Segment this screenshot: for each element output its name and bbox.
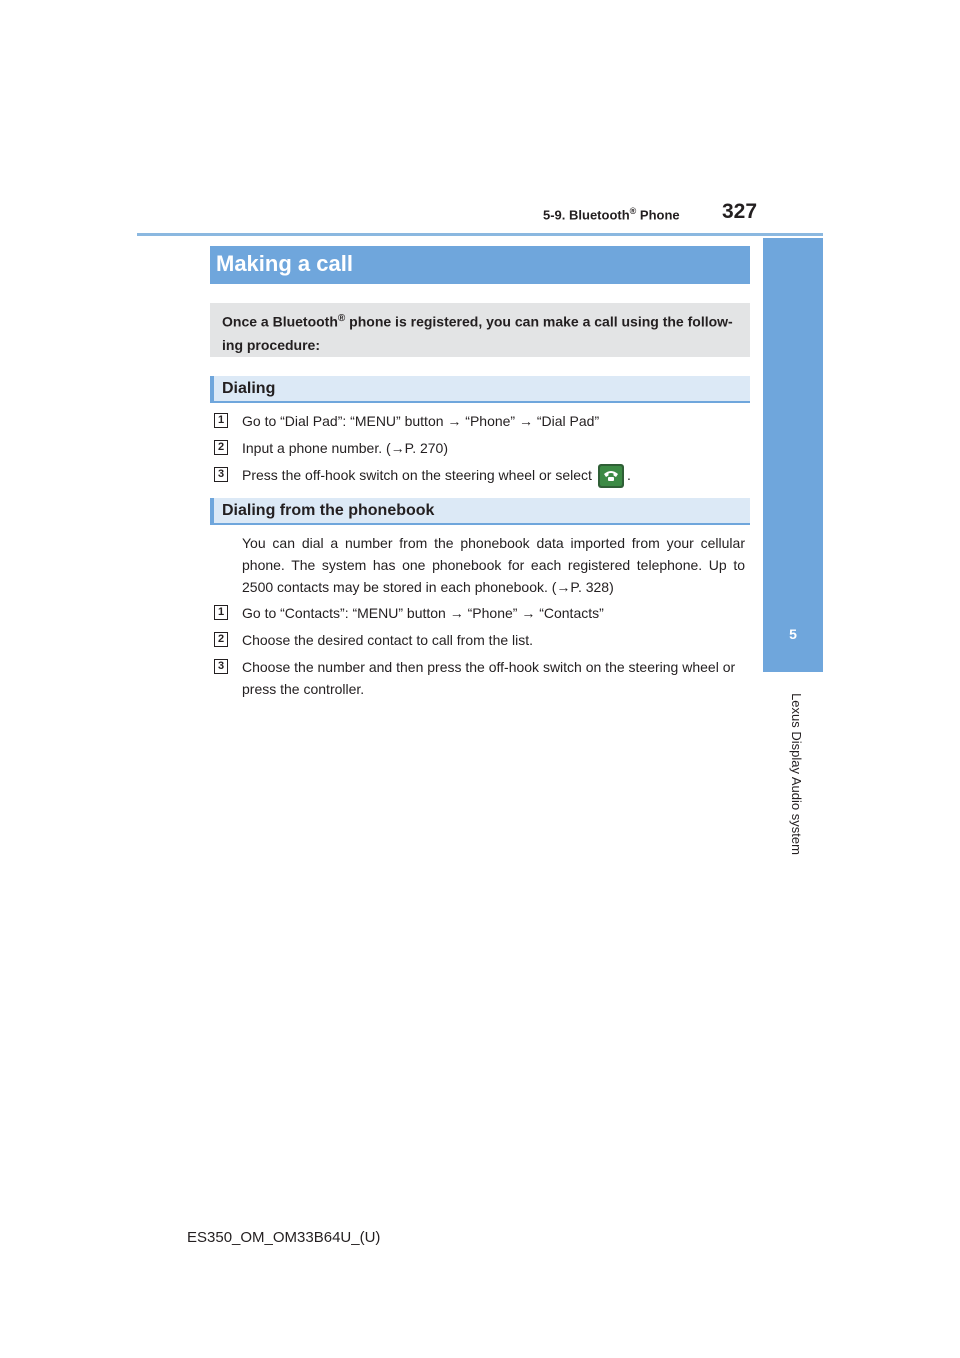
title-bar: [210, 246, 750, 284]
intro-prefix: Once a Bluetooth: [222, 313, 338, 330]
step-number: 1: [214, 413, 228, 428]
header-divider: [137, 233, 823, 236]
step-number: 3: [214, 659, 228, 674]
step-item: [214, 464, 754, 488]
step-number: 2: [214, 632, 228, 647]
running-header: [543, 206, 686, 222]
step-item: [214, 410, 754, 432]
step-text-main: Press the off-hook switch on the steering wheel or select: [242, 467, 592, 483]
page-title: Making a call: [216, 251, 353, 276]
page-number: 327: [722, 200, 758, 223]
step-item: [214, 656, 754, 700]
section-prefix: 5-9. Bluetooth: [543, 207, 630, 223]
phonebook-steps: [214, 602, 754, 700]
step-number: 2: [214, 440, 228, 455]
step-item: [214, 437, 754, 459]
step-text: [242, 464, 754, 488]
step-text: Go to “Dial Pad”: “MENU” button → “Phone” → “Dial Pad”: [242, 413, 600, 429]
dialing-heading: [210, 376, 750, 403]
step-number: 3: [214, 467, 228, 482]
intro-box: [210, 303, 750, 357]
chapter-number: 5: [789, 626, 797, 642]
intro-text: [222, 307, 746, 357]
dialing-steps: [214, 410, 754, 488]
phonebook-heading-text: Dialing from the phonebook: [222, 502, 435, 519]
phone-offhook-icon: [598, 464, 624, 488]
chapter-label: Lexus Display Audio system: [789, 693, 804, 855]
step-item: [214, 629, 754, 651]
registered-mark: ®: [629, 206, 637, 216]
step-text: Input a phone number. (→P. 270): [242, 440, 448, 456]
dialing-heading-text: Dialing: [222, 380, 276, 397]
step-text: Choose the number and then press the off-hook switch on the steering wheel or press the controller.: [242, 659, 736, 697]
section-suffix: Phone: [636, 207, 680, 223]
step-text-end: .: [626, 467, 631, 483]
chapter-tab: [763, 238, 823, 672]
phonebook-description: You can dial a number from the phonebook data imported from your cellular phone. The system has one phonebook for each registered telephone. Up to 2500 contacts may be stored in each phonebook. (→P. 328): [242, 535, 745, 595]
step-number: 1: [214, 605, 228, 620]
step-text: Go to “Contacts”: “MENU” button → “Phone” → “Contacts”: [242, 605, 604, 621]
step-item: [214, 602, 754, 624]
step-text: Choose the desired contact to call from the list.: [242, 632, 534, 648]
phonebook-heading: [210, 498, 750, 525]
intro-suffix: phone is registered, you can make a call using the follow-ing procedure:: [222, 313, 733, 353]
intro-registered-mark: ®: [337, 313, 346, 324]
document-code: ES350_OM_OM33B64U_(U): [187, 1229, 381, 1246]
